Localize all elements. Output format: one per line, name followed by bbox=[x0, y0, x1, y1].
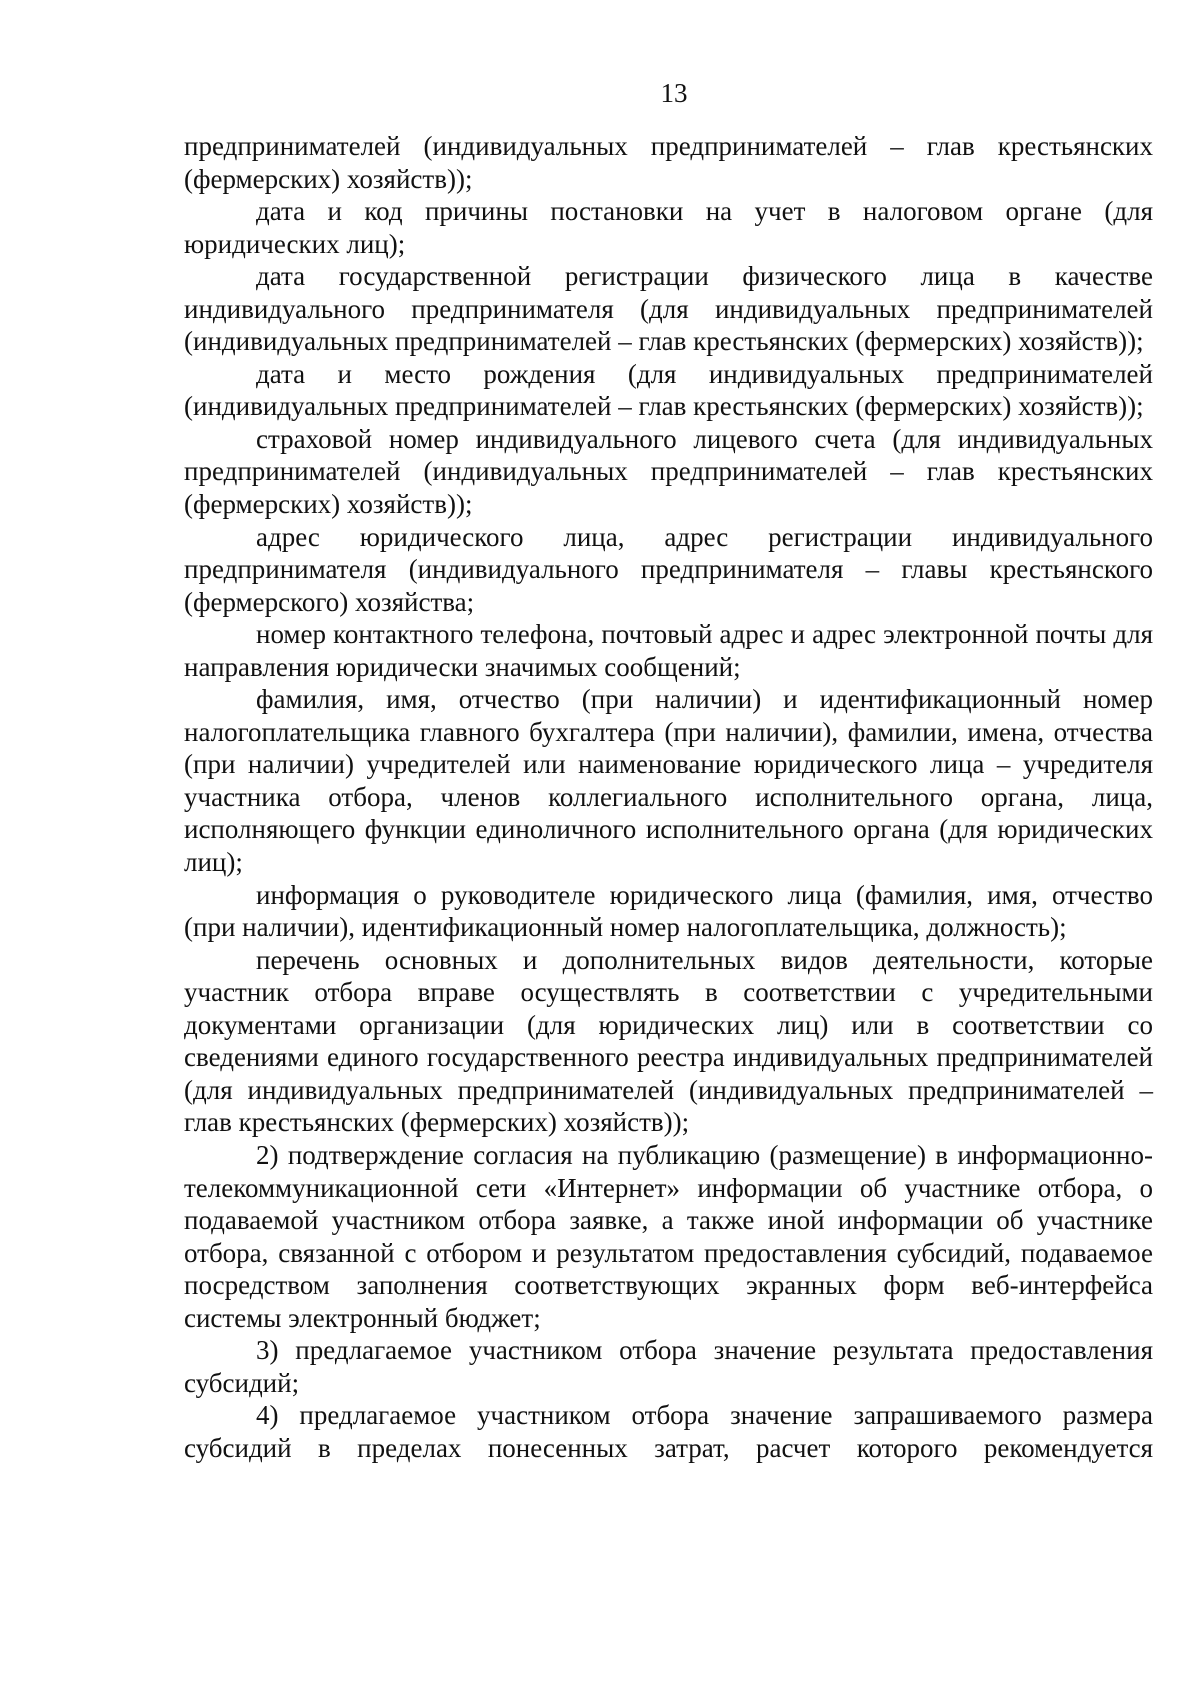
document-body bbox=[184, 130, 1153, 1464]
paragraph: дата государственной регистрации физического лица в качестве индивидуального предпринимателя (для индивидуальных предпринимателей (индивидуальных предпринимателей – глав крестьянских (фермерских) хозяйств)); bbox=[184, 261, 1153, 357]
paragraph: предпринимателей (индивидуальных предпринимателей – глав крестьянских (фермерских) хозяйств)); bbox=[184, 131, 1153, 194]
page-number: 13 bbox=[660, 78, 688, 108]
paragraph: страховой номер индивидуального лицевого счета (для индивидуальных предпринимателей (индивидуальных предпринимателей – глав крестьянских (фермерских) хозяйств)); bbox=[184, 423, 1153, 520]
paragraph: перечень основных и дополнительных видов деятельности, которые участник отбора вправе осуществлять в соответствии с учредительными документами организации (для юридических лиц) или в соответствии со сведениями единого государственного реестра индивидуальных предпринимателей (для индивидуальных предпринимателей (индивидуальных предпринимателей – глав крестьянских (фермерских) хозяйств)); bbox=[184, 944, 1153, 1138]
paragraph: информация о руководителе юридического лица (фамилия, имя, отчество (при наличии), идентификационный номер налогоплательщика, должность); bbox=[184, 879, 1153, 943]
paragraph: дата и место рождения (для индивидуальных предпринимателей (индивидуальных предпринимателей – глав крестьянских (фермерских) хозяйств)); bbox=[184, 358, 1153, 422]
paragraph: 3) предлагаемое участником отбора значение результата предоставления субсидий; bbox=[184, 1335, 1153, 1398]
paragraph: адрес юридического лица, адрес регистрации индивидуального предпринимателя (индивидуального предпринимателя – главы крестьянского (фермерского) хозяйства; bbox=[184, 521, 1153, 617]
paragraph: 4) предлагаемое участником отбора значение запрашиваемого размера субсидий в пределах понесенных затрат, расчет которого рекомендуется bbox=[184, 1400, 1153, 1463]
paragraph: фамилия, имя, отчество (при наличии) и идентификационный номер налогоплательщика главного бухгалтера (при наличии), фамилии, имена, отчества (при наличии) учредителей или наименование юридического лица – учредителя участника отбора, членов коллегиального исполнительного органа, лица, исполняющего функции единоличного исполнительного органа (для юридических лиц); bbox=[184, 684, 1153, 878]
paragraph: 2) подтверждение согласия на публикацию (размещение) в информационно-телекоммуникационной сети «Интернет» информации об участнике отбора, о подаваемой участником отбора заявке, а также иной информации об участнике отбора, связанной с отбором и результатом предоставления субсидий, подаваемое посредством заполнения соответствующих экранных форм веб-интерфейса системы электронный бюджет; bbox=[184, 1139, 1153, 1333]
paragraph: дата и код причины постановки на учет в налоговом органе (для юридических лиц); bbox=[184, 196, 1153, 259]
paragraph: номер контактного телефона, почтовый адрес и адрес электронной почты для направления юридически значимых сообщений; bbox=[184, 619, 1153, 682]
